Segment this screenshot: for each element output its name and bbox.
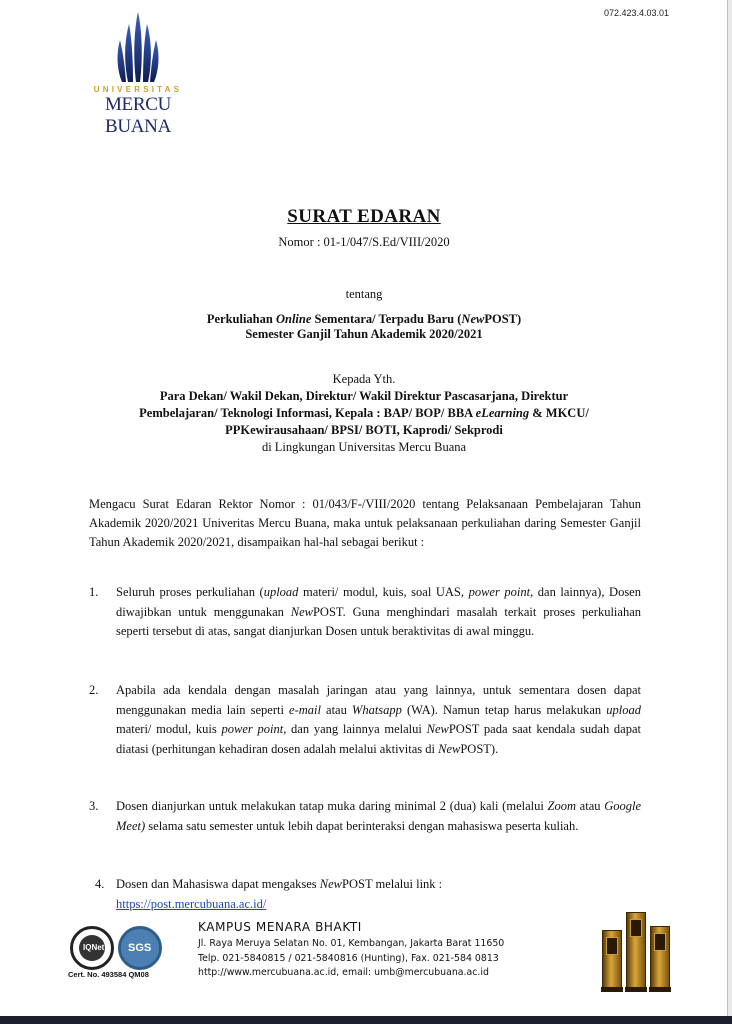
- certificate-number: Cert. No. 493584 QM08: [68, 970, 149, 979]
- newpost-link[interactable]: https://post.mercubuana.ac.id/: [116, 896, 267, 911]
- letter-number: Nomor : 01-1/047/S.Ed/VIII/2020: [278, 235, 450, 249]
- logo-universitas-text: UNIVERSITAS: [93, 85, 183, 94]
- document-code: 072.423.4.03.01: [603, 8, 669, 18]
- list-item-text: Dosen dan Mahasiswa dapat mengakses NewPOST melalui link : https://post.mercubuana.ac.id/: [116, 875, 641, 914]
- list-item-text: Apabila ada kendala dengan masalah jaringan atau yang lainnya, untuk sementara dosen dapat menggunakan media lain seperti e-mail atau Whatsapp (WA). Namun tetap harus melakukan upload materi/ modul, kuis power point, dan yang lainnya melalui NewPOST pada saat kendala sudah dapat diatasi (perhitungan kehadiran dosen adalah melalui aktivitas di NewPOST).: [116, 683, 641, 756]
- sgs-seal-icon: SGS: [118, 926, 162, 970]
- recipient-line-2: Pembelajaran/ Teknologi Informasi, Kepala : BAP/ BOP/ BBA eLearning & MKCU/: [139, 406, 589, 420]
- recipient-line-3: PPKewirausahaan/ BPSI/ BOTI, Kaprodi/ Sekprodi: [225, 423, 503, 437]
- logo-emblem-icon: [111, 10, 165, 84]
- bottom-edge-bar: [0, 1016, 732, 1024]
- campus-web-email: http://www.mercubuana.ac.id, email: umb@mercubuana.ac.id: [198, 967, 489, 978]
- award-trophies-icon: [600, 910, 672, 992]
- recipient-heading: Kepada Yth.: [332, 372, 396, 386]
- certification-logos: [70, 926, 170, 976]
- iqnet-seal-icon: IQNet: [70, 926, 114, 970]
- list-item-text: Seluruh proses perkuliahan (upload materi/ modul, kuis, soal UAS, power point, dan lainnya), Dosen diwajibkan untuk menggunakan NewPOST. Guna menghindari masalah terkait proses perkuliahan seperti tersebut di atas, sangat dianjurkan Dosen untuk beraktivitas di awal minggu.: [116, 585, 641, 638]
- subject-line-2: Semester Ganjil Tahun Akademik 2020/2021: [245, 327, 483, 341]
- subject-line-1: Perkuliahan Online Sementara/ Terpadu Baru (NewPOST): [206, 312, 522, 326]
- campus-address: Jl. Raya Meruya Selatan No. 01, Kembangan, Jakarta Barat 11650: [198, 938, 505, 949]
- campus-name: KAMPUS MENARA BHAKTI: [198, 920, 362, 934]
- recipient-line-1: Para Dekan/ Wakil Dekan, Direktur/ Wakil Direktur Pascasarjana, Direktur: [159, 389, 569, 403]
- logo-name-text: MERCU BUANA: [104, 94, 172, 137]
- campus-phone: Telp. 021-5840815 / 021-5840816 (Hunting), Fax. 021-584 0813: [198, 953, 499, 964]
- list-item-number: 2.: [89, 683, 99, 697]
- recipient-line-4: di Lingkungan Universitas Mercu Buana: [261, 440, 467, 454]
- list-item-text: Dosen dianjurkan untuk melakukan tatap muka daring minimal 2 (dua) kali (melalui Zoom atau Google Meet) selama satu semester untuk lebih dapat berinteraksi dengan mahasiswa peserta kuliah.: [116, 799, 641, 833]
- list-item-number: 3.: [89, 799, 99, 813]
- subject-label: tentang: [345, 287, 383, 301]
- university-logo: [74, 10, 202, 137]
- letter-title: SURAT EDARAN: [287, 206, 441, 227]
- letterhead-footer: [0, 910, 728, 1016]
- list-item-number: 1.: [89, 585, 99, 599]
- intro-paragraph: Mengacu Surat Edaran Rektor Nomor : 01/043/F-/VIII/2020 tentang Pelaksanaan Pembelajaran Tahun Akademik 2020/2021 Univeritas Mercu Buana, maka untuk pelaksanaan perkuliahan daring Semester Ganjil Tahun Akademik 2020/2021, disampaikan hal-hal sebagai berikut :: [89, 497, 641, 549]
- list-item-number: 4.: [95, 877, 105, 891]
